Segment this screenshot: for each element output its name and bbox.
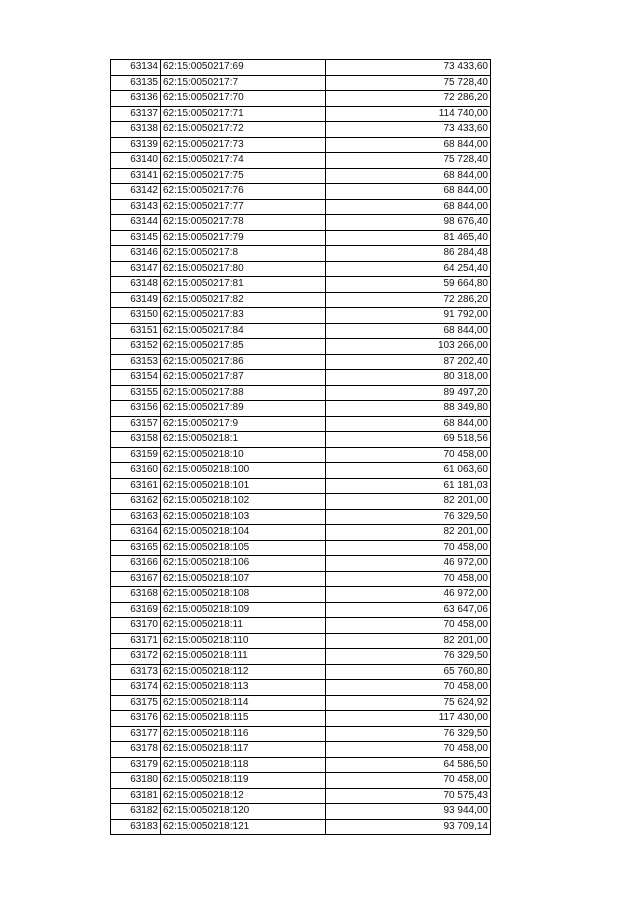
table-row: [111, 540, 491, 556]
table-row: [111, 308, 491, 324]
cadastral-value: 64 586,50: [326, 757, 491, 773]
cadastral-value: 75 728,40: [326, 153, 491, 169]
cadastral-number: 62:15:0050217:84: [161, 323, 326, 339]
cadastral-number: 62:15:0050217:76: [161, 184, 326, 200]
cadastral-value: 63 647,06: [326, 602, 491, 618]
row-number: 63182: [111, 804, 161, 820]
cadastral-value: 46 972,00: [326, 587, 491, 603]
row-number: 63147: [111, 261, 161, 277]
table-row: [111, 122, 491, 138]
cadastral-number: 62:15:0050218:111: [161, 649, 326, 665]
table-body: [111, 60, 491, 835]
cadastral-value: 76 329,50: [326, 649, 491, 665]
table-row: [111, 525, 491, 541]
cadastral-number: 62:15:0050218:10: [161, 447, 326, 463]
cadastral-value: 70 458,00: [326, 540, 491, 556]
row-number: 63166: [111, 556, 161, 572]
table-row: [111, 323, 491, 339]
cadastral-number: 62:15:0050218:113: [161, 680, 326, 696]
table-row: [111, 91, 491, 107]
cadastral-value: 76 329,50: [326, 726, 491, 742]
cadastral-value: 68 844,00: [326, 199, 491, 215]
cadastral-value: 64 254,40: [326, 261, 491, 277]
row-number: 63149: [111, 292, 161, 308]
row-number: 63157: [111, 416, 161, 432]
cadastral-value: 80 318,00: [326, 370, 491, 386]
row-number: 63165: [111, 540, 161, 556]
cadastral-value: 70 575,43: [326, 788, 491, 804]
table-row: [111, 711, 491, 727]
cadastral-value: 103 266,00: [326, 339, 491, 355]
cadastral-value: 70 458,00: [326, 680, 491, 696]
table-row: [111, 695, 491, 711]
table-row: [111, 556, 491, 572]
table-row: [111, 633, 491, 649]
row-number: 63159: [111, 447, 161, 463]
cadastral-value: 72 286,20: [326, 292, 491, 308]
cadastral-number: 62:15:0050217:78: [161, 215, 326, 231]
cadastral-value: 72 286,20: [326, 91, 491, 107]
cadastral-value: 59 664,80: [326, 277, 491, 293]
table-row: [111, 602, 491, 618]
cadastral-value: 73 433,60: [326, 60, 491, 76]
row-number: 63171: [111, 633, 161, 649]
table-row: [111, 370, 491, 386]
row-number: 63172: [111, 649, 161, 665]
row-number: 63140: [111, 153, 161, 169]
cadastral-value: 61 063,60: [326, 463, 491, 479]
row-number: 63177: [111, 726, 161, 742]
cadastral-number: 62:15:0050217:82: [161, 292, 326, 308]
row-number: 63169: [111, 602, 161, 618]
cadastral-value: 73 433,60: [326, 122, 491, 138]
cadastral-value: 82 201,00: [326, 633, 491, 649]
row-number: 63141: [111, 168, 161, 184]
cadastral-number: 62:15:0050217:88: [161, 385, 326, 401]
row-number: 63156: [111, 401, 161, 417]
row-number: 63161: [111, 478, 161, 494]
cadastral-number: 62:15:0050217:71: [161, 106, 326, 122]
row-number: 63151: [111, 323, 161, 339]
table-row: [111, 478, 491, 494]
row-number: 63143: [111, 199, 161, 215]
cadastral-value: 93 944,00: [326, 804, 491, 820]
cadastral-number: 62:15:0050218:101: [161, 478, 326, 494]
table-row: [111, 726, 491, 742]
row-number: 63167: [111, 571, 161, 587]
cadastral-number: 62:15:0050218:100: [161, 463, 326, 479]
cadastral-value: 69 518,56: [326, 432, 491, 448]
cadastral-value: 68 844,00: [326, 323, 491, 339]
cadastral-number: 62:15:0050217:89: [161, 401, 326, 417]
cadastral-value-table: [110, 59, 491, 835]
row-number: 63183: [111, 819, 161, 835]
table-row: [111, 416, 491, 432]
row-number: 63135: [111, 75, 161, 91]
cadastral-value: 88 349,80: [326, 401, 491, 417]
row-number: 63142: [111, 184, 161, 200]
cadastral-value: 70 458,00: [326, 742, 491, 758]
table-row: [111, 385, 491, 401]
row-number: 63154: [111, 370, 161, 386]
cadastral-number: 62:15:0050218:103: [161, 509, 326, 525]
cadastral-number: 62:15:0050218:116: [161, 726, 326, 742]
cadastral-number: 62:15:0050217:72: [161, 122, 326, 138]
table-row: [111, 292, 491, 308]
table-row: [111, 757, 491, 773]
cadastral-number: 62:15:0050218:105: [161, 540, 326, 556]
table-row: [111, 246, 491, 262]
cadastral-number: 62:15:0050218:118: [161, 757, 326, 773]
row-number: 63134: [111, 60, 161, 76]
cadastral-number: 62:15:0050217:87: [161, 370, 326, 386]
cadastral-number: 62:15:0050218:108: [161, 587, 326, 603]
table-row: [111, 199, 491, 215]
row-number: 63136: [111, 91, 161, 107]
row-number: 63144: [111, 215, 161, 231]
table-row: [111, 788, 491, 804]
row-number: 63139: [111, 137, 161, 153]
table-row: [111, 680, 491, 696]
cadastral-value: 70 458,00: [326, 618, 491, 634]
cadastral-value: 68 844,00: [326, 137, 491, 153]
row-number: 63153: [111, 354, 161, 370]
cadastral-number: 62:15:0050218:12: [161, 788, 326, 804]
cadastral-number: 62:15:0050217:79: [161, 230, 326, 246]
table-row: [111, 60, 491, 76]
cadastral-number: 62:15:0050217:83: [161, 308, 326, 324]
cadastral-number: 62:15:0050218:106: [161, 556, 326, 572]
table-row: [111, 184, 491, 200]
table-row: [111, 494, 491, 510]
cadastral-number: 62:15:0050217:8: [161, 246, 326, 262]
cadastral-value: 114 740,00: [326, 106, 491, 122]
row-number: 63176: [111, 711, 161, 727]
row-number: 63138: [111, 122, 161, 138]
cadastral-value: 93 709,14: [326, 819, 491, 835]
row-number: 63155: [111, 385, 161, 401]
cadastral-number: 62:15:0050218:121: [161, 819, 326, 835]
cadastral-number: 62:15:0050217:69: [161, 60, 326, 76]
table-row: [111, 463, 491, 479]
row-number: 63145: [111, 230, 161, 246]
cadastral-value: 65 760,80: [326, 664, 491, 680]
row-number: 63178: [111, 742, 161, 758]
table-row: [111, 354, 491, 370]
table-row: [111, 75, 491, 91]
cadastral-number: 62:15:0050217:70: [161, 91, 326, 107]
row-number: 63158: [111, 432, 161, 448]
table-row: [111, 773, 491, 789]
table-row: [111, 339, 491, 355]
cadastral-number: 62:15:0050217:85: [161, 339, 326, 355]
row-number: 63160: [111, 463, 161, 479]
table-row: [111, 819, 491, 835]
cadastral-value: 76 329,50: [326, 509, 491, 525]
table-row: [111, 277, 491, 293]
table-row: [111, 509, 491, 525]
cadastral-number: 62:15:0050218:120: [161, 804, 326, 820]
table-row: [111, 106, 491, 122]
cadastral-number: 62:15:0050218:112: [161, 664, 326, 680]
table-row: [111, 261, 491, 277]
table-row: [111, 664, 491, 680]
cadastral-value: 70 458,00: [326, 571, 491, 587]
row-number: 63181: [111, 788, 161, 804]
table-row: [111, 649, 491, 665]
table-row: [111, 618, 491, 634]
cadastral-value: 91 792,00: [326, 308, 491, 324]
table-row: [111, 168, 491, 184]
cadastral-value: 46 972,00: [326, 556, 491, 572]
cadastral-value: 61 181,03: [326, 478, 491, 494]
cadastral-number: 62:15:0050218:115: [161, 711, 326, 727]
table-row: [111, 137, 491, 153]
cadastral-value: 117 430,00: [326, 711, 491, 727]
cadastral-value: 89 497,20: [326, 385, 491, 401]
cadastral-number: 62:15:0050217:86: [161, 354, 326, 370]
table-row: [111, 153, 491, 169]
table-row: [111, 432, 491, 448]
cadastral-value: 68 844,00: [326, 416, 491, 432]
cadastral-value: 81 465,40: [326, 230, 491, 246]
row-number: 63163: [111, 509, 161, 525]
cadastral-value: 75 624,92: [326, 695, 491, 711]
cadastral-number: 62:15:0050218:104: [161, 525, 326, 541]
row-number: 63146: [111, 246, 161, 262]
cadastral-number: 62:15:0050218:102: [161, 494, 326, 510]
cadastral-number: 62:15:0050218:114: [161, 695, 326, 711]
cadastral-value: 75 728,40: [326, 75, 491, 91]
cadastral-value: 86 284,48: [326, 246, 491, 262]
row-number: 63174: [111, 680, 161, 696]
cadastral-number: 62:15:0050218:109: [161, 602, 326, 618]
row-number: 63175: [111, 695, 161, 711]
cadastral-number: 62:15:0050217:75: [161, 168, 326, 184]
row-number: 63164: [111, 525, 161, 541]
row-number: 63180: [111, 773, 161, 789]
row-number: 63148: [111, 277, 161, 293]
cadastral-value: 70 458,00: [326, 773, 491, 789]
row-number: 63152: [111, 339, 161, 355]
row-number: 63170: [111, 618, 161, 634]
cadastral-value: 68 844,00: [326, 184, 491, 200]
table-row: [111, 571, 491, 587]
table-row: [111, 587, 491, 603]
cadastral-number: 62:15:0050217:81: [161, 277, 326, 293]
row-number: 63173: [111, 664, 161, 680]
row-number: 63162: [111, 494, 161, 510]
cadastral-number: 62:15:0050218:11: [161, 618, 326, 634]
cadastral-value: 70 458,00: [326, 447, 491, 463]
cadastral-number: 62:15:0050218:119: [161, 773, 326, 789]
cadastral-value: 82 201,00: [326, 494, 491, 510]
row-number: 63179: [111, 757, 161, 773]
cadastral-number: 62:15:0050218:1: [161, 432, 326, 448]
cadastral-number: 62:15:0050218:117: [161, 742, 326, 758]
table-row: [111, 447, 491, 463]
cadastral-value: 87 202,40: [326, 354, 491, 370]
row-number: 63168: [111, 587, 161, 603]
cadastral-number: 62:15:0050217:77: [161, 199, 326, 215]
cadastral-number: 62:15:0050217:73: [161, 137, 326, 153]
cadastral-number: 62:15:0050217:7: [161, 75, 326, 91]
cadastral-number: 62:15:0050217:74: [161, 153, 326, 169]
cadastral-number: 62:15:0050217:80: [161, 261, 326, 277]
cadastral-value: 98 676,40: [326, 215, 491, 231]
table-row: [111, 230, 491, 246]
cadastral-value: 68 844,00: [326, 168, 491, 184]
cadastral-number: 62:15:0050217:9: [161, 416, 326, 432]
table-row: [111, 742, 491, 758]
table-row: [111, 401, 491, 417]
table-row: [111, 804, 491, 820]
table-row: [111, 215, 491, 231]
cadastral-number: 62:15:0050218:110: [161, 633, 326, 649]
row-number: 63137: [111, 106, 161, 122]
cadastral-value: 82 201,00: [326, 525, 491, 541]
row-number: 63150: [111, 308, 161, 324]
cadastral-number: 62:15:0050218:107: [161, 571, 326, 587]
